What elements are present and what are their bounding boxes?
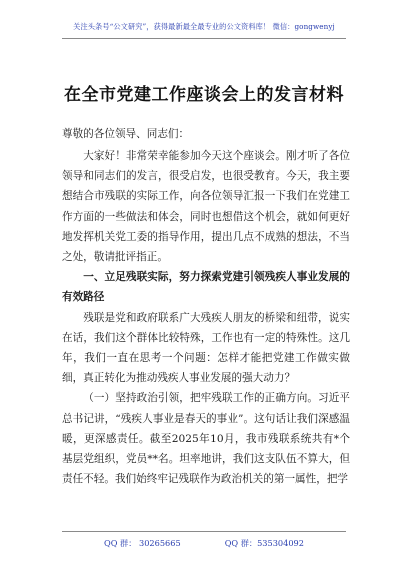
section-heading: 一、立足残联实际，努力探索党建引领残疾人事业发展的有效路径: [62, 271, 350, 304]
body-paragraph: 残联是党和政府联系广大残疾人朋友的桥梁和纽带，说实在话，我们这个群体比较特殊，工作也有一定的特殊性。这几年，我们一直在思考一个问题：怎样才能把党建工作做实做细，真正转化为推动残疾人事业发展的强大动力？: [62, 311, 350, 385]
header-divider: [62, 38, 346, 39]
footer-divider: [62, 531, 346, 532]
opening-paragraph: 大家好！非常荣幸能参加今天这个座谈会。刚才听了各位领导和同志们的发言，很受启发，也很受教育。今天，我主要想结合市残联的实际工作，向各位领导汇报一下我们在党建工作方面的一些做法和体会，同时也想借这个机会，就如何更好地发挥机关党工委的指导作用，提出几点不成熟的想法，不当之处，敬请批评指正。: [62, 150, 350, 264]
greeting-block: [62, 124, 350, 144]
header-note: 关注头条号“公文研究”，获得最新最全最专业的公文资料库！ 微信：gongwenyj: [73, 22, 335, 31]
document-body: [62, 146, 350, 489]
document-title: 在全市党建工作座谈会上的发言材料: [64, 85, 344, 105]
footer-qq-group-2: QQ 群：535304092: [224, 538, 304, 548]
footer-qq-group-1: QQ 群： 30265665: [104, 538, 181, 548]
body-paragraph: （一）坚持政治引领，把牢残联工作的正确方向。习近平总书记讲，“残疾人事业是春天的事业”。这句话让我们深感温暖，更深感责任。截至2025年10月，我市残联系统共有*个基层党组织，党员**名。坦率地讲，我们这支队伍不算大，但责任不轻。我们始终牢记残联作为政治机关的第一属性，把学: [62, 392, 350, 486]
footer: [0, 538, 408, 549]
greeting-line: 尊敬的各位领导、同志们：: [62, 128, 190, 140]
